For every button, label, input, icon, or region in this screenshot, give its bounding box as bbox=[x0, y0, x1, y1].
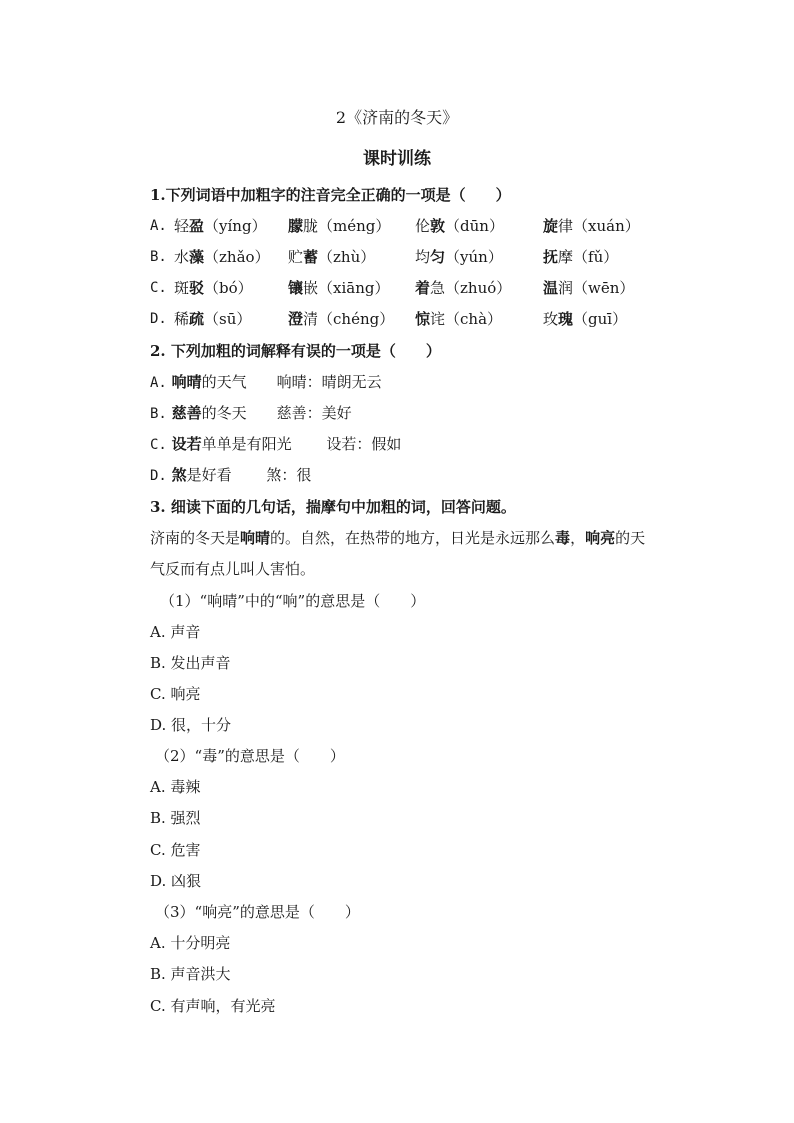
q3-sub3-question: （3）“响亮”的意思是（ ） bbox=[155, 903, 360, 921]
word-item: 均匀（yún） bbox=[415, 248, 503, 266]
option-letter: C. bbox=[150, 280, 167, 296]
q2-option: B. 慈善的冬天 慈善：美好 bbox=[150, 404, 352, 422]
q3-sub1-option: C. 响亮 bbox=[150, 685, 201, 703]
q3-sub3-option: B. 声音洪大 bbox=[150, 965, 231, 983]
word-item: 伦敦（dūn） bbox=[415, 217, 504, 235]
option-letter: D. bbox=[150, 311, 167, 327]
q3-sub2-option: C. 危害 bbox=[150, 841, 201, 859]
option-letter: B. bbox=[150, 249, 167, 265]
word-item: 贮蓄（zhù） bbox=[288, 248, 376, 266]
word-item: 惊诧（chà） bbox=[415, 310, 503, 328]
word-item: 水藻（zhǎo） bbox=[174, 248, 270, 266]
word-item: 抚摩（fǔ） bbox=[543, 248, 619, 266]
option-letter: A. bbox=[150, 218, 167, 234]
q2-option: C. 设若单单是有阳光 设若：假如 bbox=[150, 435, 402, 453]
q2-option: D. 煞是好看 煞：很 bbox=[150, 466, 312, 484]
word-item: 镶嵌（xiāng） bbox=[288, 279, 390, 297]
q3-passage-line: 气反而有点儿叫人害怕。 bbox=[150, 560, 316, 578]
q1-stem: 1.下列词语中加粗字的注音完全正确的一项是（ ） bbox=[150, 186, 511, 204]
q2-stem: 2. 下列加粗的词解释有误的一项是（ ） bbox=[150, 342, 441, 360]
word-item: 斑驳（bó） bbox=[174, 279, 253, 297]
q3-sub1-question: （1）“响晴”中的“响”的意思是（ ） bbox=[160, 592, 426, 610]
word-item: 旋律（xuán） bbox=[543, 217, 640, 235]
q3-sub2-question: （2）“毒”的意思是（ ） bbox=[155, 747, 345, 765]
q3-sub1-option: A. 声音 bbox=[150, 623, 201, 641]
q3-sub2-option: D. 凶狠 bbox=[150, 872, 202, 890]
q2-option: A. 响晴的天气 响晴：晴朗无云 bbox=[150, 373, 382, 391]
q3-sub3-option: A. 十分明亮 bbox=[150, 934, 231, 952]
q3-passage-line: 济南的冬天是响晴的。自然，在热带的地方，日光是永远那么毒，响亮的天 bbox=[150, 529, 646, 547]
q3-sub1-option: B. 发出声音 bbox=[150, 654, 231, 672]
page-subtitle: 课时训练 bbox=[363, 149, 431, 169]
word-item: 温润（wēn） bbox=[543, 279, 635, 297]
q3-sub1-option: D. 很，十分 bbox=[150, 716, 232, 734]
word-item: 澄清（chéng） bbox=[288, 310, 395, 328]
q3-sub2-option: B. 强烈 bbox=[150, 809, 201, 827]
q3-sub2-option: A. 毒辣 bbox=[150, 778, 201, 796]
word-item: 着急（zhuó） bbox=[415, 279, 512, 297]
q3-stem: 3. 细读下面的几句话，揣摩句中加粗的词，回答问题。 bbox=[150, 498, 516, 516]
q3-sub3-option: C. 有声响，有光亮 bbox=[150, 997, 276, 1015]
word-item: 玫瑰（guī） bbox=[543, 310, 628, 328]
page-title: 2《济南的冬天》 bbox=[335, 108, 459, 127]
word-item: 轻盈（yíng） bbox=[174, 217, 267, 235]
word-item: 朦胧（méng） bbox=[288, 217, 391, 235]
word-item: 稀疏（sū） bbox=[174, 310, 252, 328]
